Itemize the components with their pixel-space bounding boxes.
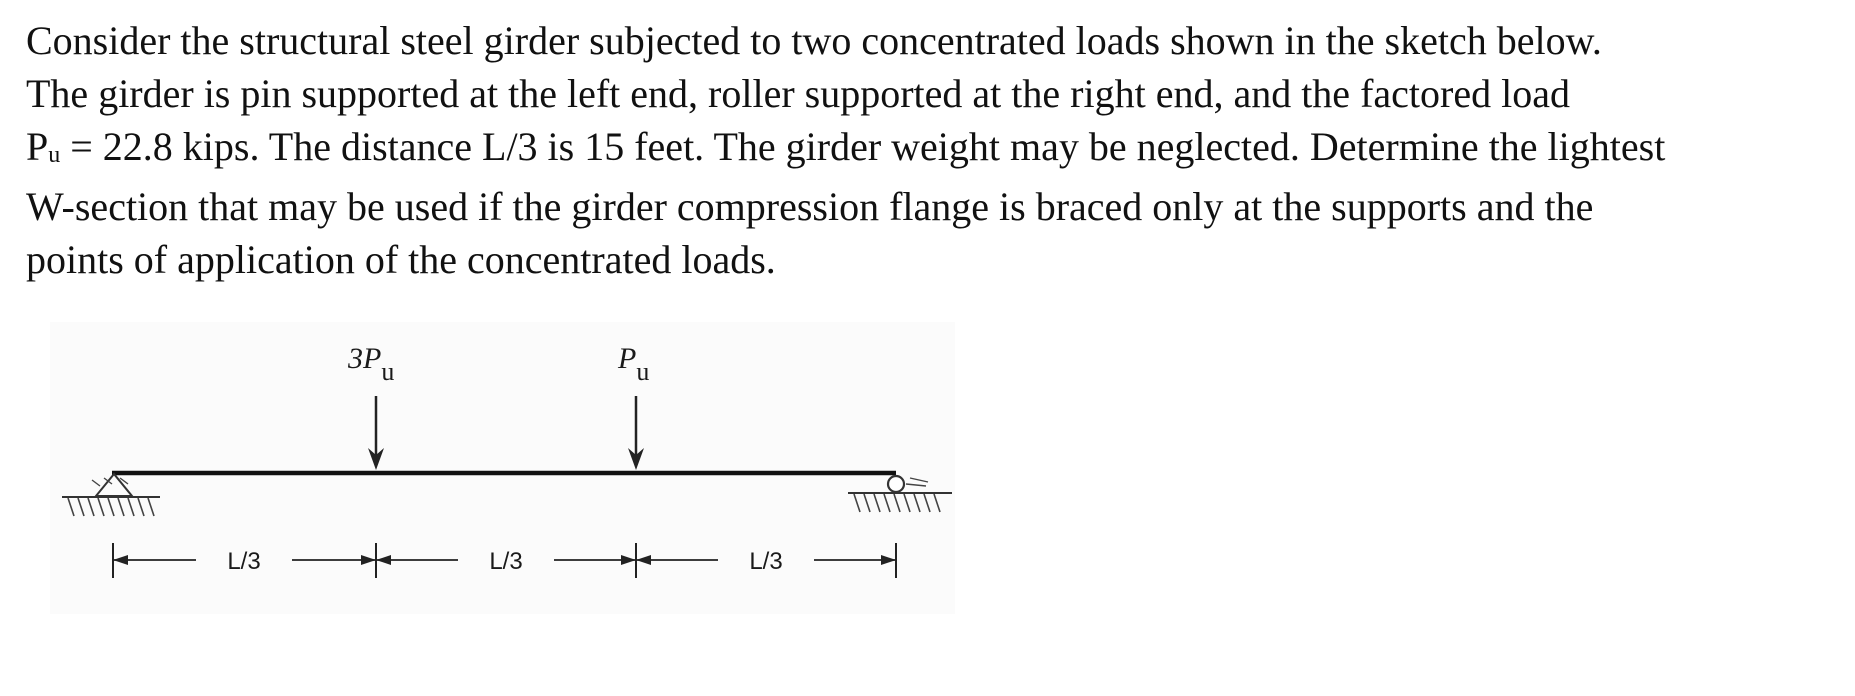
load-subscript-u: u xyxy=(48,142,61,168)
problem-line-5: points of application of the concentrated loads. xyxy=(26,237,776,282)
problem-line-2: The girder is pin supported at the left end, roller supported at the right end, and the factored load xyxy=(26,71,1570,116)
problem-line-4: W-section that may be used if the girder compression flange is braced only at the supports and the xyxy=(26,184,1594,229)
span-label-2: L/3 xyxy=(489,548,523,575)
load-label-pu-symbol: P xyxy=(618,342,637,375)
span-label-1: L/3 xyxy=(227,548,261,575)
problem-line-1: Consider the structural steel girder subjected to two concentrated loads shown in the sketch below. xyxy=(26,18,1602,63)
load-label-3pu-symbol: 3P xyxy=(348,342,382,375)
load-label-3pu-subscript: u xyxy=(381,357,395,386)
load-label-pu-subscript: u xyxy=(636,357,650,386)
span-label-3: L/3 xyxy=(749,548,783,575)
problem-line-3-rest: = 22.8 kips. The distance L/3 is 15 feet. The girder weight may be neglected. Determine the lightest xyxy=(60,124,1666,169)
load-symbol-p: P xyxy=(26,124,49,169)
